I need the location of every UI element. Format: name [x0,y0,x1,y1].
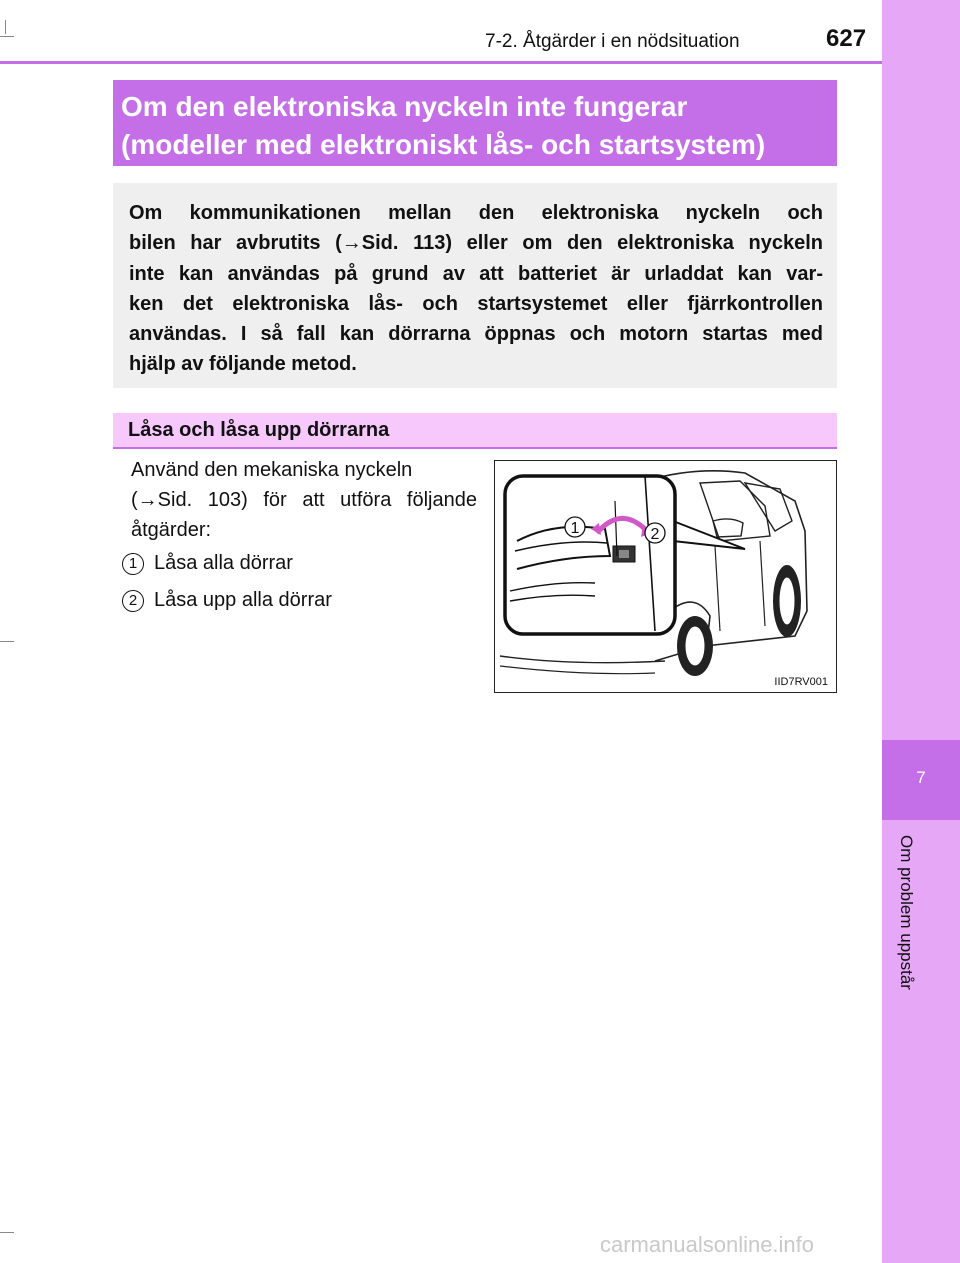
section-title-line-2: (modeller med elektroniskt lås- och startsystem) [121,129,766,160]
crop-mark [0,1232,14,1233]
chapter-title: Om problem uppstår [897,835,916,990]
page-number: 627 [826,25,867,52]
car-door-drawing [495,461,837,693]
illustration-code: IID7RV001 [774,676,828,688]
header-rule [0,61,882,64]
step-label: Låsa alla dörrar [154,552,293,575]
subsection-header [113,413,837,449]
header-section-title: 7-2. Åtgärder i en nödsituation [485,31,740,52]
intro-line: användas. I så fall kan dörrarna öppnas och motorn startas med [129,323,823,346]
crop-mark [0,641,14,642]
callout-number-1: 1 [570,520,580,537]
body-text [131,455,477,545]
step-number: 2 [122,590,144,612]
intro-line: inte kan användas på grund av att batteriet är urladdat kan var- [129,262,823,285]
intro-line: hjälp av följande metod. [129,353,357,376]
crop-mark [5,20,6,34]
step-label: Låsa upp alla dörrar [154,589,332,612]
intro-box [113,183,837,388]
intro-line: ken det elektroniska lås- och startsystemet eller fjärrkontrollen [129,292,823,315]
chapter-number: 7 [916,768,926,787]
intro-line: Om kommunikationen mellan den elektroniska nyckeln och [129,202,823,224]
door-handle-illustration [494,460,837,693]
body-line: åtgärder: [131,519,212,541]
body-line: Använd den mekaniska nyckeln [131,459,413,481]
intro-line: bilen har avbrutits (→Sid. 113) eller om den elektroniska nyckeln [129,232,823,255]
watermark: carmanualsonline.info [600,1232,815,1257]
crop-mark [0,36,14,37]
step-item [122,589,332,612]
step-item [122,552,293,575]
subsection-title: Låsa och låsa upp dörrarna [128,419,390,441]
section-title-line-1: Om den elektroniska nyckeln inte fungerar [121,91,688,122]
callout-number-2: 2 [650,526,660,543]
step-number: 1 [122,553,144,575]
body-line: (→Sid. 103) för att utföra följande [131,489,477,511]
chapter-side-tab [882,0,960,1263]
section-title-box [113,80,837,166]
